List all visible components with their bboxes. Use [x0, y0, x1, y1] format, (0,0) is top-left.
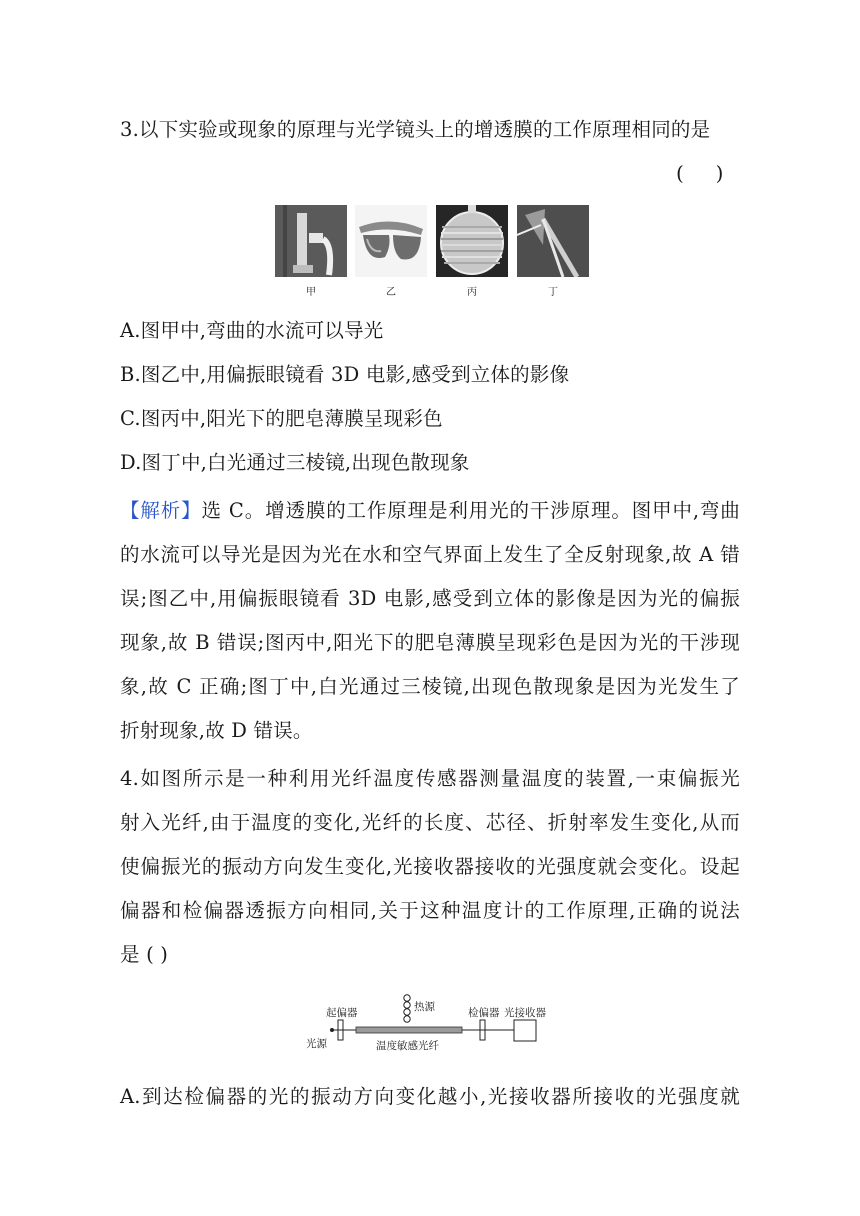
q3-stem: 3.以下实验或现象的原理与光学镜头上的增透膜的工作原理相同的是	[120, 118, 711, 141]
q3-option-b: B.图乙中,用偏振眼镜看 3D 电影,感受到立体的影像	[120, 363, 570, 386]
q4-stem-line-5: 是 ( )	[120, 943, 169, 966]
q3-answer-bracket: ( )	[676, 161, 724, 185]
figure-ding-image	[517, 205, 589, 277]
q3-option-c: C.图丙中,阳光下的肥皂薄膜呈现彩色	[120, 407, 443, 430]
q3-option-a: A.图甲中,弯曲的水流可以导光	[120, 319, 384, 342]
q3-analysis-line-6: 折射现象,故 D 错误。	[120, 719, 313, 742]
label-light-source: 光源	[306, 1038, 327, 1050]
q3-figure-row	[275, 205, 590, 298]
heat-source-icon	[404, 995, 410, 1022]
q3-analysis-line-2: 的水流可以导光是因为光在水和空气界面上发生了全反射现象,故 A 错	[120, 543, 740, 566]
figure-caption-jia: 甲	[306, 287, 316, 298]
receiver-box	[514, 1020, 536, 1041]
fiber-sensor-diagram	[300, 990, 570, 1060]
q3-analysis-line-4: 现象,故 B 错误;图丙中,阳光下的肥皂薄膜呈现彩色是因为光的干涉现	[120, 631, 740, 654]
q4-stem-line-2: 射入光纤,由于温度的变化,光纤的长度、芯径、折射率发生变化,从而	[120, 811, 740, 834]
q4-stem-line-1: 4.如图所示是一种利用光纤温度传感器测量温度的装置,一束偏振光	[120, 767, 740, 790]
q4-stem-line-3: 使偏振光的振动方向发生变化,光接收器接收的光强度就会变化。设起	[120, 855, 740, 878]
figure-caption-bing: 丙	[467, 287, 477, 298]
fiber-bar	[356, 1027, 462, 1033]
q4-stem-line-4: 偏器和检偏器透振方向相同,关于这种温度计的工作原理,正确的说法	[120, 899, 740, 922]
q3-analysis-line-5: 象,故 C 正确;图丁中,白光通过三棱镜,出现色散现象是因为光发生了	[120, 675, 740, 698]
figure-bing-image	[436, 205, 508, 277]
figure-caption-ding: 丁	[548, 287, 558, 298]
label-fiber: 温度敏感光纤	[376, 1040, 439, 1052]
figure-jia-image	[275, 205, 347, 277]
q3-option-d: D.图丁中,白光通过三棱镜,出现色散现象	[120, 451, 470, 474]
figure-yi-image	[355, 205, 427, 277]
q3-analysis-line-3: 误;图乙中,用偏振眼镜看 3D 电影,感受到立体的影像是因为光的偏振	[120, 587, 740, 610]
label-receiver: 光接收器	[504, 1007, 546, 1019]
q3-analysis-line-1	[120, 498, 740, 524]
label-analyzer: 检偏器	[468, 1007, 500, 1019]
figure-caption-yi: 乙	[386, 287, 396, 298]
label-polarizer: 起偏器	[326, 1007, 358, 1019]
analysis-text: 选 C。增透膜的工作原理是利用光的干涉原理。图甲中,弯曲	[201, 499, 740, 522]
q4-option-a: A.到达检偏器的光的振动方向变化越小,光接收器所接收的光强度就	[120, 1085, 740, 1108]
label-heat-source: 热源	[414, 1001, 435, 1013]
analysis-tag: 【解析】	[120, 499, 202, 522]
